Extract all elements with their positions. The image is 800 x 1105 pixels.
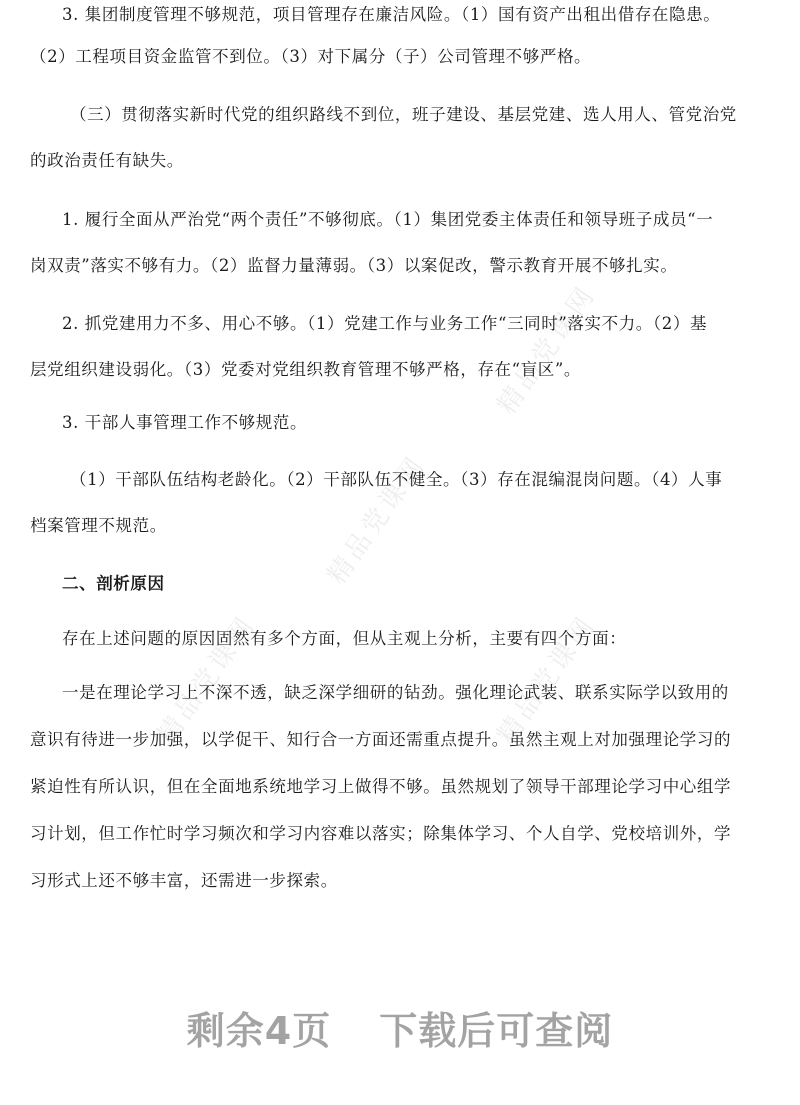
para-line: 存在上述问题的原因固然有多个方面，但从主观上分析，主要有四个方面： xyxy=(62,629,627,648)
para-line: 的政治责任有缺失。 xyxy=(30,151,184,170)
para-line: （1）干部队伍结构老龄化。（2）干部队伍不健全。（3）存在混编混岗问题。（4）人事 xyxy=(70,470,723,489)
para-line: 3. 干部人事管理工作不够规范。 xyxy=(62,413,308,432)
para-line: （2）工程项目资金监管不到位。（3）对下属分（子）公司管理不够严格。 xyxy=(30,47,592,66)
remaining-pages-text: 剩余4页 xyxy=(186,1009,332,1053)
para-line: 岗双责”落实不够有力。（2）监督力量薄弱。（3）以案促改，警示教育开展不够扎实。 xyxy=(30,256,678,275)
section-heading: 二、剖析原因 xyxy=(62,574,165,593)
para-line: 2. 抓党建用力不多、用心不够。（1）党建工作与业务工作“三同时”落实不力。（2）基 xyxy=(62,314,708,333)
para-line: 1. 履行全面从严治党“两个责任”不够彻底。（1）集团党委主体责任和领导班子成员“一 xyxy=(62,210,714,229)
download-banner[interactable] xyxy=(0,1000,800,1055)
watermark: 精品党课网 xyxy=(321,449,433,590)
para-line: 紧迫性有所认识，但在全面地系统地学习上做得不够。虽然规划了领导干部理论学习中心组学 xyxy=(30,777,732,796)
para-line: 习计划，但工作忙时学习频次和学习内容难以落实；除集体学习、个人自学、党校培训外，学 xyxy=(30,824,732,843)
para-line: 一是在理论学习上不深不透，缺乏深学细研的钻劲。强化理论武装、联系实际学以致用的 xyxy=(62,683,729,702)
para-line: （三）贯彻落实新时代党的组织路线不到位，班子建设、基层党建、选人用人、管党治党 xyxy=(70,105,737,124)
para-line: 3. 集团制度管理不够规范，项目管理存在廉洁风险。（1）国有资产出租出借存在隐患。 xyxy=(62,5,721,24)
download-prompt-text: 下载后可查阅 xyxy=(379,1009,614,1053)
para-line: 层党组织建设弱化。（3）党委对党组织教育管理不够严格，存在“盲区”。 xyxy=(30,360,582,379)
para-line: 习形式上还不够丰富，还需进一步探索。 xyxy=(30,871,338,890)
watermark: 精品党课网 xyxy=(491,279,603,420)
para-line: 意识有待进一步加强，以学促干、知行合一方面还需重点提升。虽然主观上对加强理论学习的 xyxy=(30,730,732,749)
watermark: 精品党课网 xyxy=(491,609,603,750)
watermark: 精品党课网 xyxy=(151,609,263,750)
para-line: 档案管理不规范。 xyxy=(30,516,167,535)
